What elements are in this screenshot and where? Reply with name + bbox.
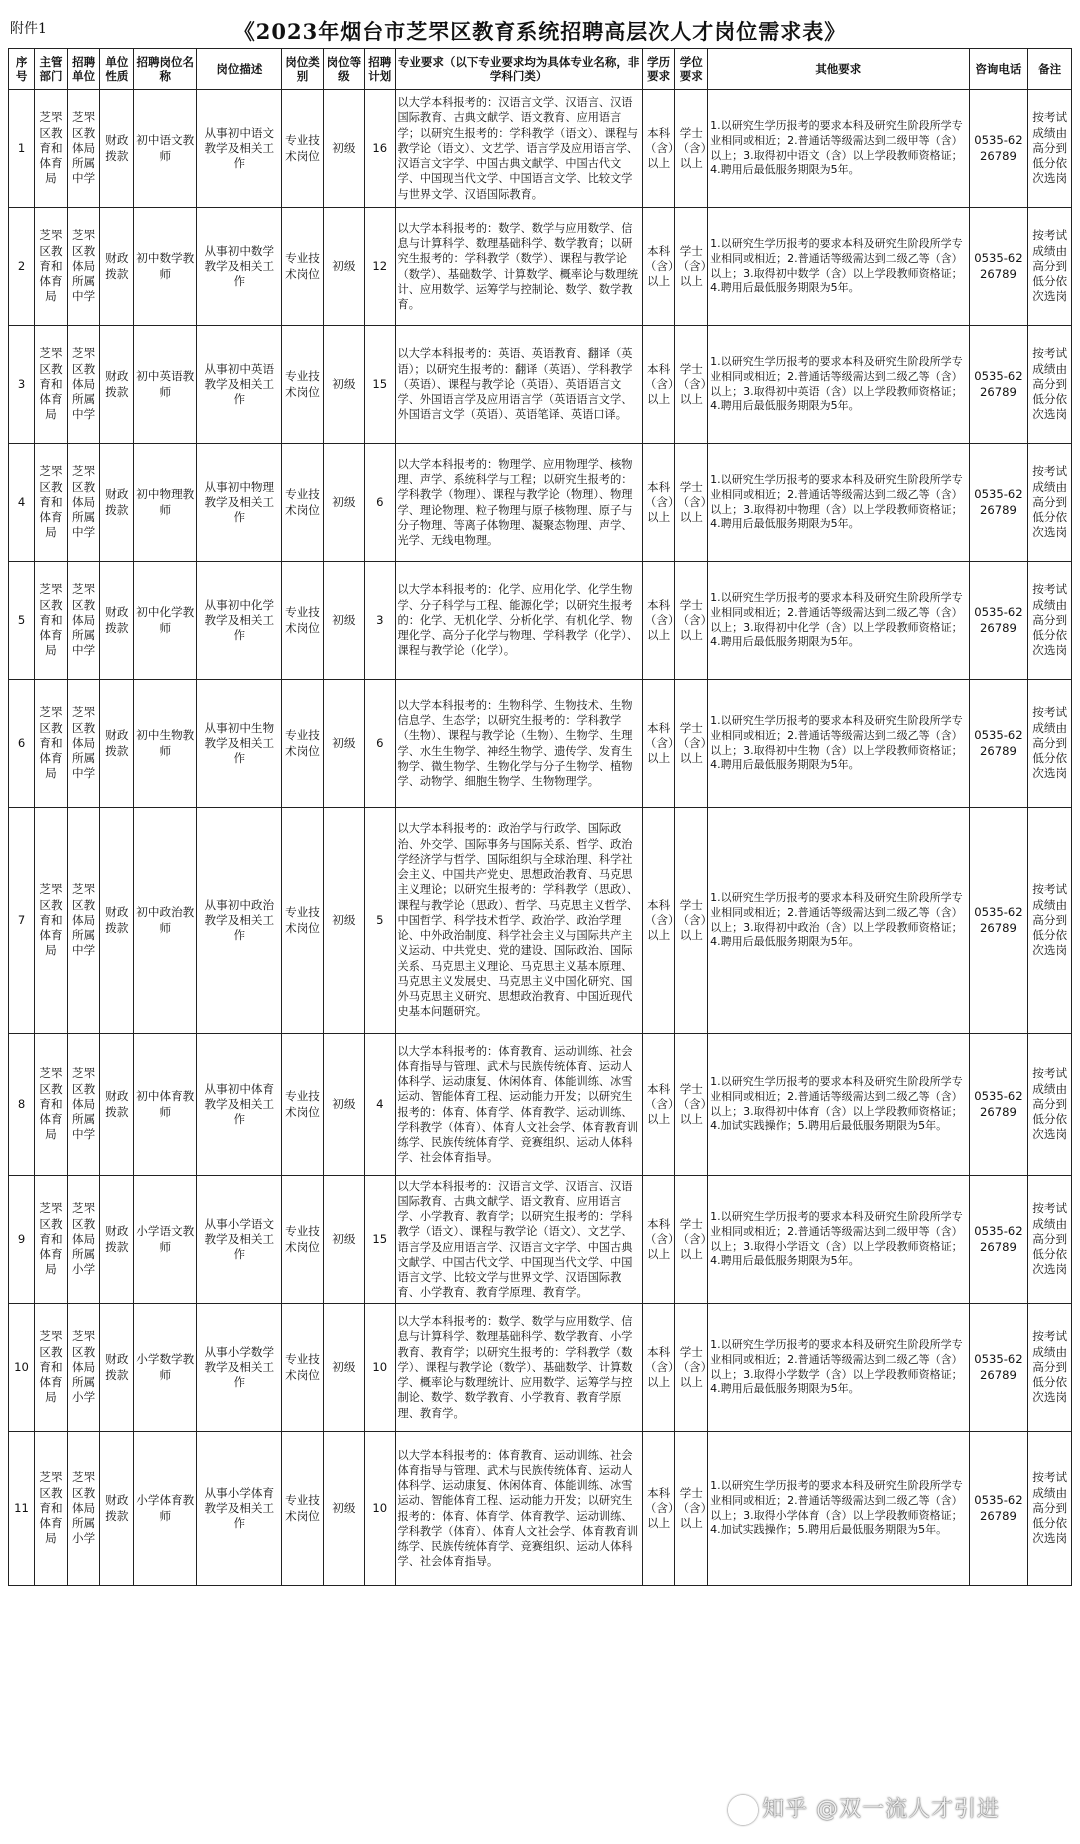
cell-level: 初级 [323, 1034, 364, 1176]
cell-other: 1.以研究生学历报考的要求本科及研究生阶段所学专业相同或相近；2.普通话等级需达到二级乙等（含）以上；3.取得初中生物（含）以上学段教师资格证；4.聘用后最低服务期限为5年。 [708, 680, 969, 808]
cell-position: 初中数学教师 [134, 208, 197, 326]
recruitment-table [8, 48, 1072, 1586]
cell-phone: 0535-6226789 [969, 562, 1028, 680]
cell-dept: 芝罘区教育和体育局 [35, 90, 68, 208]
cell-nature: 财政拨款 [100, 326, 134, 444]
cell-edu: 本科（含）以上 [642, 208, 675, 326]
cell-category: 专业技术岗位 [282, 208, 323, 326]
cell-degree: 学士（含）以上 [675, 326, 708, 444]
cell-desc: 从事初中生物教学及相关工作 [197, 680, 282, 808]
header-phone: 咨询电话 [969, 49, 1028, 90]
table-row [9, 680, 1072, 808]
cell-desc: 从事初中语文教学及相关工作 [197, 90, 282, 208]
cell-note: 按考试成绩由高分到低分依次选岗 [1028, 326, 1072, 444]
cell-dept: 芝罘区教育和体育局 [35, 1176, 68, 1304]
cell-unit: 芝罘区教体局所属中学 [67, 1034, 100, 1176]
cell-nature: 财政拨款 [100, 680, 134, 808]
cell-phone: 0535-6226789 [969, 90, 1028, 208]
cell-desc: 从事小学语文教学及相关工作 [197, 1176, 282, 1304]
cell-desc: 从事初中化学教学及相关工作 [197, 562, 282, 680]
header-edu: 学历要求 [642, 49, 675, 90]
cell-position: 初中语文教师 [134, 90, 197, 208]
cell-major: 以大学本科报考的：数学、数学与应用数学、信息与计算科学、数理基础科学、数学教育；以研究生报考的：学科教学（数学）、课程与教学论（数学）、基础数学、计算数学、概率论与数理统计、应用数学、运筹学与控制论、数学、数学教育。 [395, 208, 642, 326]
cell-nature: 财政拨款 [100, 90, 134, 208]
cell-category: 专业技术岗位 [282, 808, 323, 1034]
cell-phone: 0535-6226789 [969, 1034, 1028, 1176]
cell-phone: 0535-6226789 [969, 680, 1028, 808]
cell-other: 1.以研究生学历报考的要求本科及研究生阶段所学专业相同或相近；2.普通话等级需达到二级乙等（含）以上；3.取得初中英语（含）以上学段教师资格证；4.聘用后最低服务期限为5年。 [708, 326, 969, 444]
table-header-row [9, 49, 1072, 90]
cell-degree: 学士（含）以上 [675, 208, 708, 326]
cell-major: 以大学本科报考的：物理学、应用物理学、核物理、声学、系统科学与工程；以研究生报考的：学科教学（物理）、课程与教学论（物理）、物理学、理论物理、粒子物理与原子核物理、原子与分子物理、等离子体物理、凝聚态物理、声学、光学、无线电物理。 [395, 444, 642, 562]
cell-level: 初级 [323, 208, 364, 326]
cell-dept: 芝罘区教育和体育局 [35, 808, 68, 1034]
cell-position: 小学体育教师 [134, 1432, 197, 1586]
cell-desc: 从事小学体育教学及相关工作 [197, 1432, 282, 1586]
cell-degree: 学士（含）以上 [675, 90, 708, 208]
cell-desc: 从事初中体育教学及相关工作 [197, 1034, 282, 1176]
cell-seq: 1 [9, 90, 35, 208]
header-note: 备注 [1028, 49, 1072, 90]
cell-level: 初级 [323, 1304, 364, 1432]
cell-plan: 10 [365, 1304, 395, 1432]
cell-nature: 财政拨款 [100, 562, 134, 680]
cell-note: 按考试成绩由高分到低分依次选岗 [1028, 1176, 1072, 1304]
header-position: 招聘岗位名称 [134, 49, 197, 90]
header-other: 其他要求 [708, 49, 969, 90]
cell-position: 小学语文教师 [134, 1176, 197, 1304]
cell-note: 按考试成绩由高分到低分依次选岗 [1028, 208, 1072, 326]
cell-unit: 芝罘区教体局所属中学 [67, 680, 100, 808]
cell-plan: 15 [365, 326, 395, 444]
cell-category: 专业技术岗位 [282, 90, 323, 208]
cell-plan: 3 [365, 562, 395, 680]
cell-seq: 5 [9, 562, 35, 680]
cell-nature: 财政拨款 [100, 808, 134, 1034]
cell-degree: 学士（含）以上 [675, 1432, 708, 1586]
cell-dept: 芝罘区教育和体育局 [35, 208, 68, 326]
cell-level: 初级 [323, 1432, 364, 1586]
cell-level: 初级 [323, 808, 364, 1034]
cell-phone: 0535-6226789 [969, 1432, 1028, 1586]
cell-other: 1.以研究生学历报考的要求本科及研究生阶段所学专业相同或相近；2.普通话等级需达到二级乙等（含）以上；3.取得小学数学（含）以上学段教师资格证；4.聘用后最低服务期限为5年。 [708, 1304, 969, 1432]
cell-edu: 本科（含）以上 [642, 1432, 675, 1586]
cell-category: 专业技术岗位 [282, 1034, 323, 1176]
cell-degree: 学士（含）以上 [675, 444, 708, 562]
cell-level: 初级 [323, 326, 364, 444]
cell-major: 以大学本科报考的：体育教育、运动训练、社会体育指导与管理、武术与民族传统体育、运动人体科学、运动康复、休闲体育、体能训练、冰雪运动、智能体育工程、运动能力开发；以研究生报考的：体育、体育学、体育教学、运动训练、学科教学（体育）、体育人文社会学、体育教育训练学、民族传统体育学、竞赛组织、运动人体科学、社会体育指导。 [395, 1034, 642, 1176]
cell-plan: 6 [365, 680, 395, 808]
table-body [9, 90, 1072, 1586]
watermark-text: 知乎 @双一流人才引进 [762, 1797, 1000, 1822]
cell-other: 1.以研究生学历报考的要求本科及研究生阶段所学专业相同或相近；2.普通话等级需达到二级甲等（含）以上；3.取得初中语文（含）以上学段教师资格证；4.聘用后最低服务期限为5年。 [708, 90, 969, 208]
table-row [9, 326, 1072, 444]
header-seq: 序号 [9, 49, 35, 90]
cell-plan: 5 [365, 808, 395, 1034]
table-row [9, 562, 1072, 680]
table-row [9, 808, 1072, 1034]
cell-position: 初中物理教师 [134, 444, 197, 562]
header-level: 岗位等级 [323, 49, 364, 90]
cell-level: 初级 [323, 680, 364, 808]
cell-note: 按考试成绩由高分到低分依次选岗 [1028, 1432, 1072, 1586]
cell-degree: 学士（含）以上 [675, 1034, 708, 1176]
cell-seq: 9 [9, 1176, 35, 1304]
cell-edu: 本科（含）以上 [642, 680, 675, 808]
cell-seq: 10 [9, 1304, 35, 1432]
cell-unit: 芝罘区教体局所属中学 [67, 326, 100, 444]
table-row [9, 1304, 1072, 1432]
cell-dept: 芝罘区教育和体育局 [35, 680, 68, 808]
cell-category: 专业技术岗位 [282, 1304, 323, 1432]
table-row [9, 1034, 1072, 1176]
cell-level: 初级 [323, 444, 364, 562]
cell-position: 初中政治教师 [134, 808, 197, 1034]
cell-position: 初中体育教师 [134, 1034, 197, 1176]
table-row [9, 90, 1072, 208]
header-plan: 招聘计划 [365, 49, 395, 90]
table-row [9, 208, 1072, 326]
cell-major: 以大学本科报考的：化学、应用化学、化学生物学、分子科学与工程、能源化学；以研究生报考的：化学、无机化学、分析化学、有机化学、物理化学、高分子化学与物理、学科教学（化学）、课程与教学论（化学）。 [395, 562, 642, 680]
cell-major: 以大学本科报考的：汉语言文学、汉语言、汉语国际教育、古典文献学、语文教育、应用语言学；以研究生报考的：学科教学（语文）、课程与教学论（语文）、文艺学、语言学及应用语言学、汉语言文字学、中国古典文献学、中国古代文学、中国现当代文学、中国语言文学、比较文学与世界文学、汉语国际教育。 [395, 90, 642, 208]
cell-dept: 芝罘区教育和体育局 [35, 444, 68, 562]
cell-position: 小学数学教师 [134, 1304, 197, 1432]
cell-major: 以大学本科报考的：生物科学、生物技术、生物信息学、生态学；以研究生报考的：学科教学（生物）、课程与教学论（生物）、生物学、生理学、水生生物学、神经生物学、遗传学、发育生物学、微生物学、生物化学与分子生物学、植物学、动物学、细胞生物学、生物物理学。 [395, 680, 642, 808]
cell-plan: 15 [365, 1176, 395, 1304]
cell-dept: 芝罘区教育和体育局 [35, 1034, 68, 1176]
cell-edu: 本科（含）以上 [642, 1034, 675, 1176]
header-dept: 主管部门 [35, 49, 68, 90]
cell-major: 以大学本科报考的：汉语言文学、汉语言、汉语国际教育、古典文献学、语文教育、应用语言学、小学教育、教育学；以研究生报考的：学科教学（语文）、课程与教学论（语文）、文艺学、语言学及应用语言学、汉语言文字学、中国古典文献学、中国古代文学、中国现当代文学、中国语言文学、比较文学与世界文学、汉语国际教育、小学教育、教育学原理、教育学。 [395, 1176, 642, 1304]
cell-degree: 学士（含）以上 [675, 808, 708, 1034]
cell-other: 1.以研究生学历报考的要求本科及研究生阶段所学专业相同或相近；2.普通话等级需达到二级甲等（含）以上；3.取得小学语文（含）以上学段教师资格证；4.聘用后最低服务期限为5年。 [708, 1176, 969, 1304]
cell-position: 初中英语教师 [134, 326, 197, 444]
cell-category: 专业技术岗位 [282, 680, 323, 808]
cell-desc: 从事初中数学教学及相关工作 [197, 208, 282, 326]
cell-other: 1.以研究生学历报考的要求本科及研究生阶段所学专业相同或相近；2.普通话等级需达到二级乙等（含）以上；3.取得初中物理（含）以上学段教师资格证；4.聘用后最低服务期限为5年。 [708, 444, 969, 562]
cell-degree: 学士（含）以上 [675, 1304, 708, 1432]
cell-degree: 学士（含）以上 [675, 1176, 708, 1304]
cell-level: 初级 [323, 562, 364, 680]
table-row [9, 1432, 1072, 1586]
cell-degree: 学士（含）以上 [675, 562, 708, 680]
page-title: 《2023年烟台市芝罘区教育系统招聘高层次人才岗位需求表》 [233, 19, 847, 44]
header-major: 专业要求（以下专业要求均为具体专业名称，非学科门类） [395, 49, 642, 90]
cell-edu: 本科（含）以上 [642, 1176, 675, 1304]
cell-category: 专业技术岗位 [282, 562, 323, 680]
cell-other: 1.以研究生学历报考的要求本科及研究生阶段所学专业相同或相近；2.普通话等级需达到二级乙等（含）以上；3.取得初中数学（含）以上学段教师资格证；4.聘用后最低服务期限为5年。 [708, 208, 969, 326]
cell-plan: 4 [365, 1034, 395, 1176]
cell-dept: 芝罘区教育和体育局 [35, 1304, 68, 1432]
cell-note: 按考试成绩由高分到低分依次选岗 [1028, 90, 1072, 208]
cell-seq: 2 [9, 208, 35, 326]
header-degree: 学位要求 [675, 49, 708, 90]
cell-category: 专业技术岗位 [282, 326, 323, 444]
cell-major: 以大学本科报考的：数学、数学与应用数学、信息与计算科学、数理基础科学、数学教育、小学教育、教育学；以研究生报考的：学科教学（数学）、课程与教学论（数学）、基础数学、计算数学、概率论与数理统计、应用数学、运筹学与控制论、数学、数学教育、小学教育、教育学原理、教育学。 [395, 1304, 642, 1432]
cell-seq: 7 [9, 808, 35, 1034]
cell-position: 初中生物教师 [134, 680, 197, 808]
cell-edu: 本科（含）以上 [642, 326, 675, 444]
cell-note: 按考试成绩由高分到低分依次选岗 [1028, 562, 1072, 680]
cell-nature: 财政拨款 [100, 1432, 134, 1586]
watermark [728, 1792, 1000, 1825]
attachment-label: 附件1 [10, 21, 47, 37]
cell-plan: 10 [365, 1432, 395, 1586]
cell-desc: 从事初中英语教学及相关工作 [197, 326, 282, 444]
cell-other: 1.以研究生学历报考的要求本科及研究生阶段所学专业相同或相近；2.普通话等级需达到二级乙等（含）以上；3.取得小学体育（含）以上学段教师资格证；4.加试实践操作；5.聘用后最低服务期限为5年。 [708, 1432, 969, 1586]
cell-degree: 学士（含）以上 [675, 680, 708, 808]
cell-major: 以大学本科报考的：体育教育、运动训练、社会体育指导与管理、武术与民族传统体育、运动人体科学、运动康复、休闲体育、体能训练、冰雪运动、智能体育工程、运动能力开发；以研究生报考的：体育、体育学、体育教学、运动训练、学科教学（体育）、体育人文社会学、体育教育训练学、民族传统体育学、竞赛组织、运动人体科学、社会体育指导。 [395, 1432, 642, 1586]
cell-seq: 8 [9, 1034, 35, 1176]
cell-nature: 财政拨款 [100, 1176, 134, 1304]
cell-other: 1.以研究生学历报考的要求本科及研究生阶段所学专业相同或相近；2.普通话等级需达到二级乙等（含）以上；3.取得初中政治（含）以上学段教师资格证；4.聘用后最低服务期限为5年。 [708, 808, 969, 1034]
cell-phone: 0535-6226789 [969, 1176, 1028, 1304]
cell-category: 专业技术岗位 [282, 1176, 323, 1304]
cell-unit: 芝罘区教体局所属小学 [67, 1304, 100, 1432]
header-nature: 单位性质 [100, 49, 134, 90]
cell-dept: 芝罘区教育和体育局 [35, 1432, 68, 1586]
cell-nature: 财政拨款 [100, 208, 134, 326]
cell-level: 初级 [323, 1176, 364, 1304]
cell-phone: 0535-6226789 [969, 444, 1028, 562]
cell-dept: 芝罘区教育和体育局 [35, 326, 68, 444]
cell-phone: 0535-6226789 [969, 808, 1028, 1034]
cell-unit: 芝罘区教体局所属小学 [67, 1176, 100, 1304]
cell-seq: 3 [9, 326, 35, 444]
cell-edu: 本科（含）以上 [642, 90, 675, 208]
cell-edu: 本科（含）以上 [642, 808, 675, 1034]
cell-seq: 6 [9, 680, 35, 808]
cell-level: 初级 [323, 90, 364, 208]
cell-edu: 本科（含）以上 [642, 562, 675, 680]
cell-unit: 芝罘区教体局所属中学 [67, 562, 100, 680]
cell-note: 按考试成绩由高分到低分依次选岗 [1028, 680, 1072, 808]
cell-nature: 财政拨款 [100, 444, 134, 562]
cell-position: 初中化学教师 [134, 562, 197, 680]
header-category: 岗位类别 [282, 49, 323, 90]
cell-edu: 本科（含）以上 [642, 444, 675, 562]
cell-note: 按考试成绩由高分到低分依次选岗 [1028, 808, 1072, 1034]
table-row [9, 1176, 1072, 1304]
cell-note: 按考试成绩由高分到低分依次选岗 [1028, 444, 1072, 562]
cell-nature: 财政拨款 [100, 1034, 134, 1176]
cell-category: 专业技术岗位 [282, 444, 323, 562]
cell-seq: 11 [9, 1432, 35, 1586]
cell-unit: 芝罘区教体局所属中学 [67, 808, 100, 1034]
cell-note: 按考试成绩由高分到低分依次选岗 [1028, 1304, 1072, 1432]
cell-plan: 16 [365, 90, 395, 208]
cell-plan: 6 [365, 444, 395, 562]
header-desc: 岗位描述 [197, 49, 282, 90]
cell-dept: 芝罘区教育和体育局 [35, 562, 68, 680]
cell-phone: 0535-6226789 [969, 208, 1028, 326]
cell-other: 1.以研究生学历报考的要求本科及研究生阶段所学专业相同或相近；2.普通话等级需达到二级乙等（含）以上；3.取得初中体育（含）以上学段教师资格证；4.加试实践操作；5.聘用后最低服务期限为5年。 [708, 1034, 969, 1176]
cell-desc: 从事初中物理教学及相关工作 [197, 444, 282, 562]
cell-desc: 从事初中政治教学及相关工作 [197, 808, 282, 1034]
cell-unit: 芝罘区教体局所属中学 [67, 444, 100, 562]
cell-plan: 12 [365, 208, 395, 326]
cell-unit: 芝罘区教体局所属中学 [67, 90, 100, 208]
cell-desc: 从事小学数学教学及相关工作 [197, 1304, 282, 1432]
cell-other: 1.以研究生学历报考的要求本科及研究生阶段所学专业相同或相近；2.普通话等级需达到二级乙等（含）以上；3.取得初中化学（含）以上学段教师资格证；4.聘用后最低服务期限为5年。 [708, 562, 969, 680]
cell-major: 以大学本科报考的：政治学与行政学、国际政治、外交学、国际事务与国际关系、哲学、政治学经济学与哲学、国际组织与全球治理、科学社会主义、中国共产党史、思想政治教育、马克思主义理论；以研究生报考的：学科教学（思政）、课程与教学论（思政）、哲学、马克思主义哲学、中国哲学、科学技术哲学、政治学、政治学理论、中外政治制度、科学社会主义与国际共产主义运动、中共党史、党的建设、国际政治、国际关系、马克思主义理论、马克思主义基本原理、马克思主义发展史、马克思主义中国化研究、国外马克思主义研究、思想政治教育、中国近现代史基本问题研究。 [395, 808, 642, 1034]
cell-phone: 0535-6226789 [969, 1304, 1028, 1432]
cell-phone: 0535-6226789 [969, 326, 1028, 444]
cell-seq: 4 [9, 444, 35, 562]
cell-category: 专业技术岗位 [282, 1432, 323, 1586]
cell-note: 按考试成绩由高分到低分依次选岗 [1028, 1034, 1072, 1176]
cell-unit: 芝罘区教体局所属中学 [67, 208, 100, 326]
table-row [9, 444, 1072, 562]
zhihu-logo-icon [728, 1795, 758, 1825]
cell-nature: 财政拨款 [100, 1304, 134, 1432]
cell-unit: 芝罘区教体局所属小学 [67, 1432, 100, 1586]
header-unit: 招聘单位 [67, 49, 100, 90]
cell-major: 以大学本科报考的：英语、英语教育、翻译（英语）；以研究生报考的：翻译（英语）、学科教学（英语）、课程与教学论（英语）、英语语言文学、外国语言学及应用语言学（英语语言文学、外国语言文学（英语）、英语笔译、英语口译。 [395, 326, 642, 444]
cell-edu: 本科（含）以上 [642, 1304, 675, 1432]
